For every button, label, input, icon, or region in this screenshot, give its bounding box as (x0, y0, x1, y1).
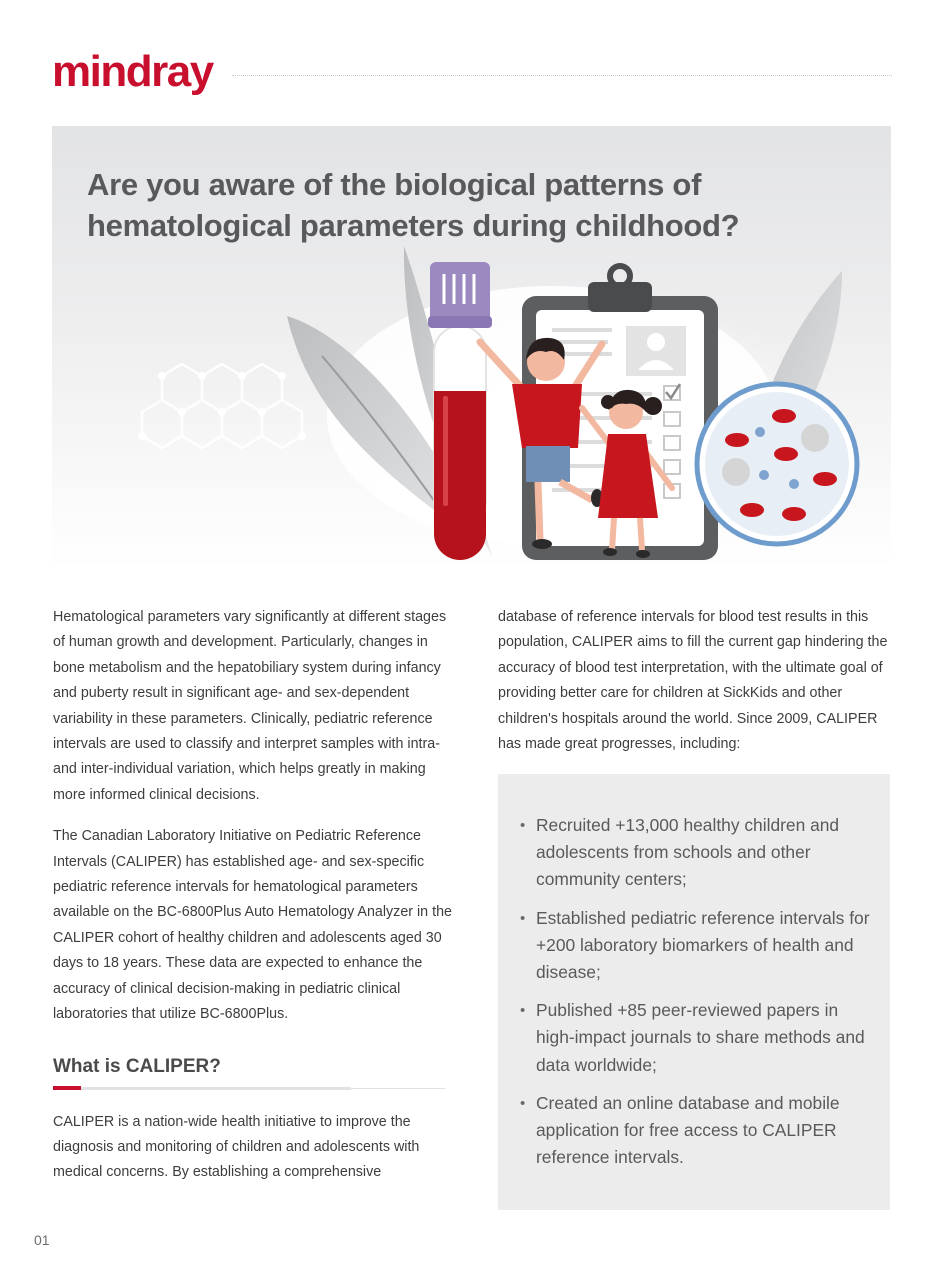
list-item: • Recruited +13,000 healthy children and adolescents from schools and other community centers; (536, 812, 870, 894)
caliper-intervals-paragraph: The Canadian Laboratory Initiative on Pediatric Reference Intervals (CALIPER) has established age- and sex-specific pediatric reference intervals for hematological parameters available on the BC-6800Plus Auto Hematology Analyzer in the CALIPER cohort of healthy children and adolescents aged 30 days to 18 years. These data are expected to enhance the accuracy of clinical decision-making in pediatric clinical laboratories that utilize BC-6800Plus. (53, 828, 452, 1023)
list-item: • Established pediatric reference intervals for +200 laboratory biomarkers of health and disease; (536, 905, 870, 987)
right-text-column (498, 605, 898, 757)
left-text-column (53, 605, 453, 1202)
hero-banner (52, 126, 891, 570)
section-title-underline (53, 1086, 445, 1090)
section-title-what-is-caliper: What is CALIPER? (53, 1055, 221, 1077)
list-item: • Created an online database and mobile application for free access to CALIPER reference intervals. (536, 1090, 870, 1172)
list-item: • Published +85 peer-reviewed papers in high-impact journals to share methods and data worldwide; (536, 997, 870, 1079)
blood-cell-dish-icon (697, 384, 857, 544)
page-number: 01 (34, 1232, 50, 1248)
blood-test-tube-icon (428, 262, 492, 560)
caliper-description-paragraph: CALIPER is a nation-wide health initiative to improve the diagnosis and monitoring of children and adolescents with medical concerns. By establishing a comprehensive (53, 1113, 420, 1181)
molecule-pattern-icon (142, 364, 302, 448)
header-dotted-divider (232, 75, 892, 76)
caliper-achievements-panel (498, 774, 890, 1210)
achievements-list (498, 774, 890, 1171)
hero-title: Are you aware of the biological patterns of hematological parameters during childhood? (87, 167, 740, 243)
caliper-continued-paragraph: database of reference intervals for blood test results in this population, CALIPER aims to fill the current gap hindering the accuracy of blood test interpretation, with the ultimate goal of providing better care for children at SickKids and other children's hospitals around the world. Since 2009, CALIPER has made great progresses, including: (498, 609, 888, 753)
intro-paragraph: Hematological parameters vary significantly at different stages of human growth and development. Particularly, changes in bone metabolism and the hepatobiliary system during infancy and puberty result in significant age- and sex-dependent variability in these parameters. Clinically, pediatric reference intervals are used to classify and interpret samples with intra- and inter-individual variation, which helps greatly in making more informed clinical decisions. (53, 609, 447, 803)
mindray-logo: mindray (52, 47, 213, 96)
